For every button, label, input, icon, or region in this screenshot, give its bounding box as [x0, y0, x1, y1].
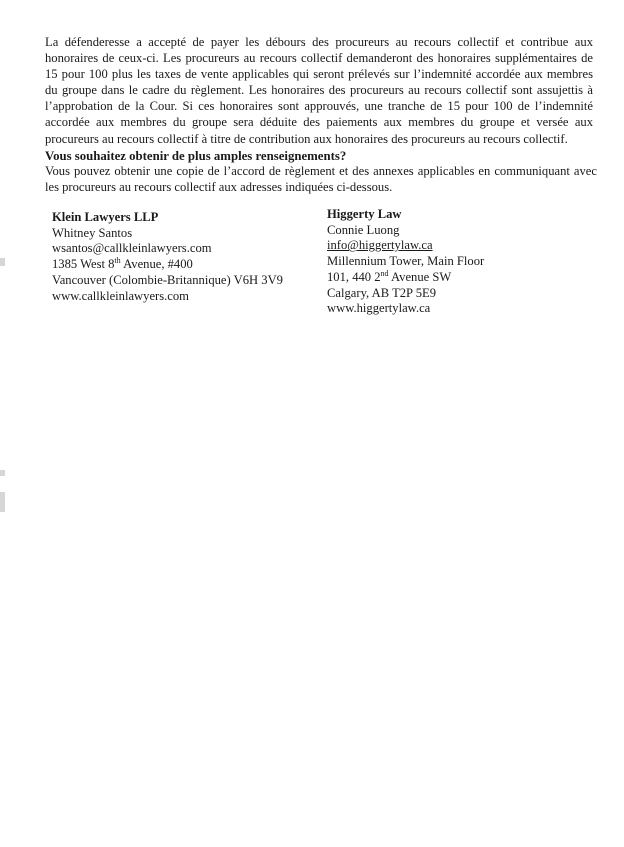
address-prefix: 1385 West 8 — [52, 257, 115, 272]
higgerty-contact-block — [327, 207, 484, 317]
address-suffix: Avenue SW — [388, 269, 452, 284]
contact-city: Calgary, AB T2P 5E9 — [327, 285, 437, 300]
more-info-heading: Vous souhaitez obtenir de plus amples renseignements? — [45, 149, 347, 163]
contact-website-link[interactable]: www.callkleinlawyers.com — [52, 288, 189, 303]
contact-person: Connie Luong — [327, 222, 400, 237]
firm-name: Klein Lawyers LLP — [52, 210, 159, 224]
scan-margin-mark — [0, 470, 5, 476]
contact-person: Whitney Santos — [52, 225, 133, 240]
contact-address — [52, 257, 283, 273]
address-prefix: 101, 440 2 — [327, 269, 381, 284]
contact-website-link[interactable]: www.higgertylaw.ca — [327, 301, 431, 316]
contact-email-link[interactable]: wsantos@callkleinlawyers.com — [52, 241, 212, 256]
scan-margin-mark — [0, 492, 5, 512]
fees-paragraph: La défenderesse a accepté de payer les débours des procureurs au recours collectif et contribue aux honoraires de ceux-ci. Les procureurs au recours collectif demanderont des honoraires supplémentaires de 15 pour 100 plus les taxes de vente applicables qui seront prélevés sur l’indemnité accordée aux membres du groupe dans le cadre du règlement. Les honoraires des procureurs au recours collectif sont assujettis à l’approbation de la Cour. Si ces honoraires sont approuvés, une tranche de 15 pour 100 de l’indemnité accordée aux membres du groupe sera déduite des paiements aux membres du groupe et versée aux procureurs au recours collectif à titre de contribution aux honoraires des procureurs au recours collectif. — [45, 35, 593, 146]
contact-building: Millennium Tower, Main Floor — [327, 254, 485, 269]
scan-margin-mark — [0, 258, 5, 266]
klein-contact-block — [52, 210, 283, 304]
more-info-text: Vous pouvez obtenir une copie de l’accord de règlement et des annexes applicables en communiquant avec les procureurs au recours collectif aux adresses indiquées ci-dessous. — [45, 164, 597, 194]
address-ordinal: nd — [380, 268, 389, 278]
firm-name: Higgerty Law — [327, 207, 402, 221]
contact-address — [327, 270, 484, 286]
address-ordinal: th — [114, 255, 121, 265]
contact-city: Vancouver (Colombie-Britannique) V6H 3V9 — [52, 272, 283, 287]
address-suffix: Avenue, #400 — [120, 257, 193, 272]
contact-email-link[interactable]: info@higgertylaw.ca — [327, 238, 433, 253]
